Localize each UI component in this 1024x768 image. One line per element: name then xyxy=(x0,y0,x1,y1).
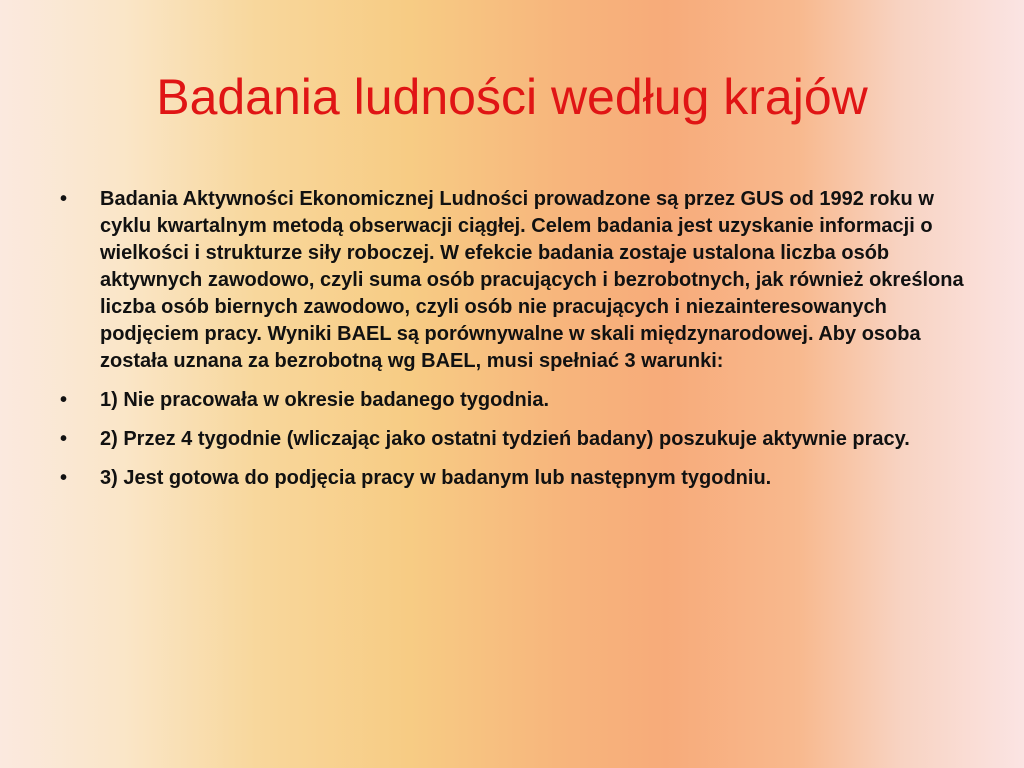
bullet-item xyxy=(60,186,980,375)
bullet-item xyxy=(60,426,980,453)
bullet-text: Badania Aktywności Ekonomicznej Ludności prowadzone są przez GUS od 1992 roku w cyklu kwartalnym metodą obserwacji ciągłej. Celem badania jest uzyskanie informacji o wielkości i strukturze siły roboczej. W efekcie badania zostaje ustalona liczba osób aktywnych zawodowo, czyli suma osób pracujących i bezrobotnych, jak również określona liczba osób biernych zawodowo, czyli osób nie pracujących i niezainteresowanych podjęciem pracy. Wyniki BAEL są porównywalne w skali międzynarodowej. Aby osoba została uznana za bezrobotną wg BAEL, musi spełniać 3 warunki: xyxy=(100,188,964,372)
bullet-icon: • xyxy=(60,428,68,450)
bullet-text: 3) Jest gotowa do podjęcia pracy w badanym lub następnym tygodniu. xyxy=(100,467,772,489)
bullet-list xyxy=(60,186,980,504)
bullet-item xyxy=(60,465,980,492)
bullet-item xyxy=(60,387,980,414)
bullet-text: 1) Nie pracowała w okresie badanego tygodnia. xyxy=(100,389,550,411)
bullet-icon: • xyxy=(60,188,68,210)
bullet-icon: • xyxy=(60,389,68,411)
bullet-icon: • xyxy=(60,467,68,489)
slide-title: Badania ludności według krajów xyxy=(156,69,868,125)
bullet-text: 2) Przez 4 tygodnie (wliczając jako ostatni tydzień badany) poszukuje aktywnie pracy. xyxy=(100,428,910,450)
